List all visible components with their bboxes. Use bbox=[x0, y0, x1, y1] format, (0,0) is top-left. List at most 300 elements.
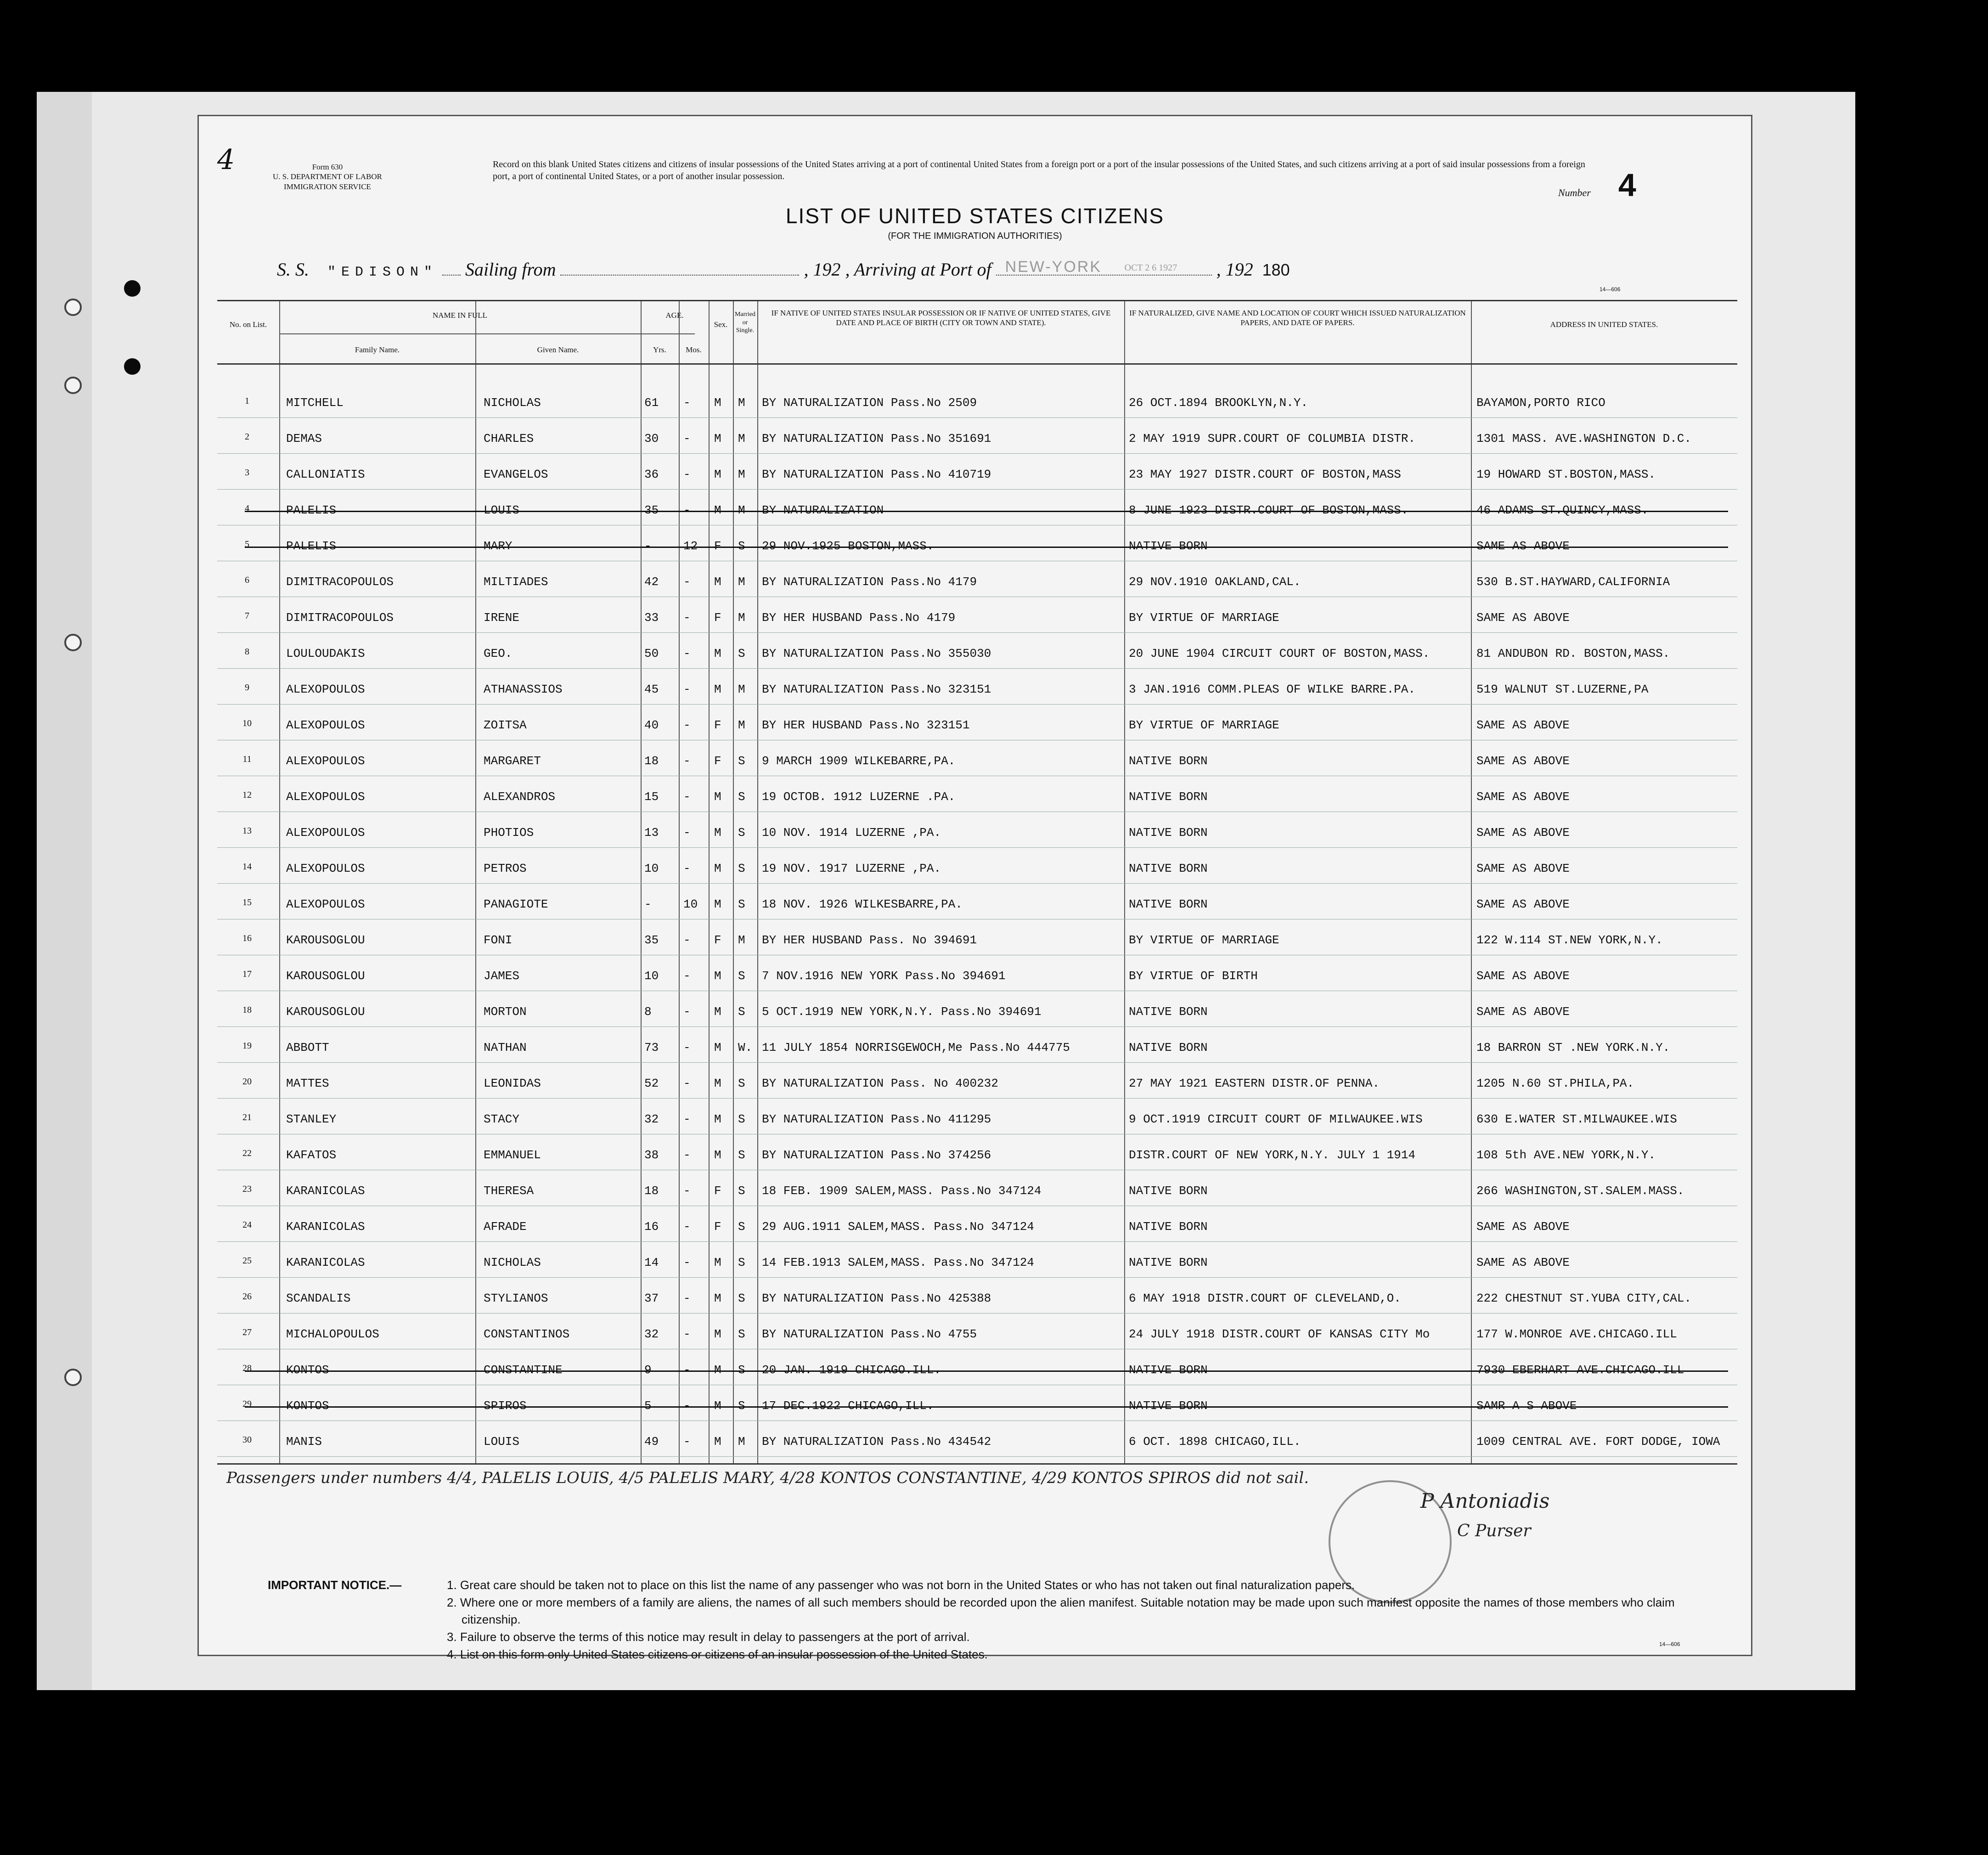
cell-given: NICHOLAS bbox=[484, 1256, 541, 1269]
cell-nat: 27 MAY 1921 EASTERN DISTR.OF PENNA. bbox=[1129, 1077, 1380, 1090]
cell-no: 29 bbox=[242, 1399, 252, 1409]
cell-family: ALEXOPOULOS bbox=[286, 790, 365, 804]
cell-yrs: 52 bbox=[644, 1077, 659, 1090]
table-row bbox=[217, 1423, 1737, 1457]
cell-native: BY NATURALIZATION Pass.No 411295 bbox=[762, 1112, 991, 1126]
notice-item: 2. Where one or more members of a family are aliens, the names of all such members should be recorded upon the alien manifest. Suitable notation may be made upon such manifest opposite the names of those members who claim citizenship. bbox=[447, 1595, 1675, 1627]
cell-no: 24 bbox=[242, 1220, 252, 1230]
cell-nat: BY VIRTUE OF BIRTH bbox=[1129, 969, 1258, 983]
page-title: LIST OF UNITED STATES CITIZENS bbox=[785, 204, 1165, 228]
cell-yrs: 45 bbox=[644, 682, 659, 696]
print-code: 14—606 bbox=[1599, 286, 1621, 293]
cell-nat: 20 JUNE 1904 CIRCUIT COURT OF BOSTON,MASS. bbox=[1129, 647, 1430, 660]
cell-addr: SAME AS ABOVE bbox=[1476, 969, 1570, 983]
cell-addr: 222 CHESTNUT ST.YUBA CITY,CAL. bbox=[1476, 1291, 1692, 1305]
cell-addr: 530 B.ST.HAYWARD,CALIFORNIA bbox=[1476, 575, 1670, 589]
cell-addr: 1205 N.60 ST.PHILA,PA. bbox=[1476, 1077, 1634, 1090]
cell-no: 23 bbox=[242, 1184, 252, 1194]
cell-native: BY HER HUSBAND Pass. No 394691 bbox=[762, 933, 977, 947]
cell-given: SPIROS bbox=[484, 1399, 527, 1413]
cell-native: BY NATURALIZATION Pass.No 2509 bbox=[762, 396, 977, 410]
cell-yrs: 15 bbox=[644, 790, 659, 804]
table-row bbox=[217, 706, 1737, 740]
cell-sex: M bbox=[714, 1291, 721, 1305]
cell-mos: - bbox=[683, 611, 691, 625]
cell-sex: F bbox=[714, 933, 721, 947]
cell-addr: 81 ANDUBON RD. BOSTON,MASS. bbox=[1476, 647, 1670, 660]
cell-given: ZOITSA bbox=[484, 718, 527, 732]
table-row bbox=[217, 1351, 1737, 1385]
cell-ms: W. bbox=[738, 1041, 753, 1054]
cell-addr: SAME AS ABOVE bbox=[1476, 718, 1570, 732]
punch-hole bbox=[64, 1369, 82, 1386]
table-row bbox=[217, 1387, 1737, 1421]
cell-native: 5 OCT.1919 NEW YORK,N.Y. Pass.No 394691 bbox=[762, 1005, 1042, 1019]
cell-given: JAMES bbox=[484, 969, 520, 983]
cell-yrs: 9 bbox=[644, 1363, 652, 1377]
cell-addr: 630 E.WATER ST.MILWAUKEE.WIS bbox=[1476, 1112, 1677, 1126]
cell-yrs: 32 bbox=[644, 1112, 659, 1126]
col-native: IF NATIVE OF UNITED STATES INSULAR POSSESSION OR IF NATIVE OF UNITED STATES, GIVE DATE AND PLACE OF BIRTH (CITY OR TOWN AND STATE). bbox=[771, 309, 1111, 327]
col-given: Given Name. bbox=[537, 345, 579, 354]
print-code-bottom: 14—606 bbox=[1659, 1641, 1680, 1647]
cell-given: PETROS bbox=[484, 862, 527, 875]
cell-family: DIMITRACOPOULOS bbox=[286, 575, 394, 589]
cell-no: 28 bbox=[242, 1363, 252, 1373]
table-row bbox=[217, 384, 1737, 418]
cell-no: 21 bbox=[242, 1112, 252, 1122]
table-row bbox=[217, 1065, 1737, 1099]
ship-name: "EDISON" bbox=[327, 265, 438, 280]
cell-addr: 122 W.114 ST.NEW YORK,N.Y. bbox=[1476, 933, 1663, 947]
cell-no: 10 bbox=[242, 718, 252, 728]
cell-no: 5 bbox=[245, 539, 249, 549]
cell-native: 29 AUG.1911 SALEM,MASS. Pass.No 347124 bbox=[762, 1220, 1034, 1234]
cell-no: 16 bbox=[242, 933, 252, 943]
cell-addr: 1301 MASS. AVE.WASHINGTON D.C. bbox=[1476, 432, 1692, 445]
sailing-label: Sailing from bbox=[465, 259, 556, 280]
cell-given: ATHANASSIOS bbox=[484, 682, 563, 696]
cell-nat: NATIVE BORN bbox=[1129, 754, 1208, 768]
cell-sex: M bbox=[714, 1005, 721, 1019]
cell-yrs: 37 bbox=[644, 1291, 659, 1305]
cell-addr: SAME AS ABOVE bbox=[1476, 1220, 1570, 1234]
cell-ms: S bbox=[738, 1291, 745, 1305]
page-subtitle: (FOR THE IMMIGRATION AUTHORITIES) bbox=[888, 231, 1062, 241]
cell-native: BY NATURALIZATION Pass.No 4179 bbox=[762, 575, 977, 589]
cell-given: CONSTANTINE bbox=[484, 1363, 563, 1377]
cell-mos: - bbox=[683, 1148, 691, 1162]
cell-mos: - bbox=[683, 1005, 691, 1019]
cell-given: THERESA bbox=[484, 1184, 534, 1198]
cell-family: ABBOTT bbox=[286, 1041, 329, 1054]
cell-family: DEMAS bbox=[286, 432, 322, 445]
cell-no: 15 bbox=[242, 897, 252, 908]
cell-addr: 177 W.MONROE AVE.CHICAGO.ILL bbox=[1476, 1327, 1677, 1341]
col-age: AGE. bbox=[665, 311, 684, 320]
cell-nat: BY VIRTUE OF MARRIAGE bbox=[1129, 718, 1279, 732]
cell-family: ALEXOPOULOS bbox=[286, 682, 365, 696]
notice-label: IMPORTANT NOTICE.— bbox=[268, 1578, 402, 1592]
form-page bbox=[197, 115, 1752, 1661]
cell-mos: - bbox=[683, 1363, 691, 1377]
table-row bbox=[217, 742, 1737, 776]
cell-native: BY HER HUSBAND Pass.No 4179 bbox=[762, 611, 956, 625]
cell-sex: M bbox=[714, 575, 721, 589]
table-row bbox=[217, 1172, 1737, 1206]
cell-addr: SAME AS ABOVE bbox=[1476, 754, 1570, 768]
cell-native: 29 NOV.1925 BOSTON,MASS. bbox=[762, 539, 934, 553]
cell-nat: 29 NOV.1910 OAKLAND,CAL. bbox=[1129, 575, 1301, 589]
cell-yrs: 8 bbox=[644, 1005, 652, 1019]
cell-given: CHARLES bbox=[484, 432, 534, 445]
cell-given: EVANGELOS bbox=[484, 468, 548, 481]
cell-mos: - bbox=[683, 718, 691, 732]
cell-native: 18 FEB. 1909 SALEM,MASS. Pass.No 347124 bbox=[762, 1184, 1042, 1198]
cell-mos: 10 bbox=[683, 897, 698, 911]
table-row bbox=[217, 491, 1737, 525]
cell-sex: M bbox=[714, 862, 721, 875]
cell-ms: M bbox=[738, 575, 745, 589]
cell-yrs: 36 bbox=[644, 468, 659, 481]
cell-mos: - bbox=[683, 1112, 691, 1126]
cell-yrs: 10 bbox=[644, 862, 659, 875]
cell-no: 27 bbox=[242, 1327, 252, 1337]
binding-strip bbox=[37, 92, 101, 1690]
cell-mos: 12 bbox=[683, 539, 698, 553]
cell-nat: BY VIRTUE OF MARRIAGE bbox=[1129, 611, 1279, 625]
cell-given: ALEXANDROS bbox=[484, 790, 556, 804]
cell-ms: S bbox=[738, 969, 745, 983]
cell-family: MATTES bbox=[286, 1077, 329, 1090]
table-row bbox=[217, 1029, 1737, 1063]
cell-ms: S bbox=[738, 1148, 745, 1162]
cell-native: 10 NOV. 1914 LUZERNE ,PA. bbox=[762, 826, 941, 840]
cell-sex: M bbox=[714, 468, 721, 481]
cell-sex: M bbox=[714, 432, 721, 445]
cell-mos: - bbox=[683, 1435, 691, 1449]
cell-family: LOULOUDAKIS bbox=[286, 647, 365, 660]
cell-given: NICHOLAS bbox=[484, 396, 541, 410]
cell-no: 2 bbox=[245, 432, 249, 442]
cell-nat: NATIVE BORN bbox=[1129, 1256, 1208, 1269]
cell-mos: - bbox=[683, 969, 691, 983]
cell-family: MICHALOPOULOS bbox=[286, 1327, 379, 1341]
cell-family: SCANDALIS bbox=[286, 1291, 351, 1305]
signature: P Antoniadis bbox=[1420, 1489, 1550, 1513]
cell-nat: NATIVE BORN bbox=[1129, 1041, 1208, 1054]
cell-nat: 26 OCT.1894 BROOKLYN,N.Y. bbox=[1129, 396, 1308, 410]
cell-family: ALEXOPOULOS bbox=[286, 862, 365, 875]
stamp-date: OCT 2 6 1927 bbox=[1124, 263, 1177, 273]
passenger-table bbox=[217, 300, 1737, 1465]
cell-yrs: 40 bbox=[644, 718, 659, 732]
ss-label: S. S. bbox=[277, 259, 309, 280]
cell-given: IRENE bbox=[484, 611, 520, 625]
cell-native: 17 DEC.1922 CHICAGO,ILL. bbox=[762, 1399, 934, 1413]
cell-mos: - bbox=[683, 826, 691, 840]
corner-mark: 4 bbox=[217, 144, 235, 176]
cell-family: KAROUSOGLOU bbox=[286, 933, 365, 947]
voyage-line bbox=[277, 259, 1728, 280]
table-row bbox=[217, 1208, 1737, 1242]
cell-given: PHOTIOS bbox=[484, 826, 534, 840]
table-row bbox=[217, 885, 1737, 919]
cell-given: EMMANUEL bbox=[484, 1148, 541, 1162]
cell-yrs: 33 bbox=[644, 611, 659, 625]
cell-given: STACY bbox=[484, 1112, 520, 1126]
cell-family: CALLONIATIS bbox=[286, 468, 365, 481]
cell-ms: S bbox=[738, 1363, 745, 1377]
cell-no: 14 bbox=[242, 862, 252, 872]
cell-sex: M bbox=[714, 897, 721, 911]
cell-family: KARANICOLAS bbox=[286, 1256, 365, 1269]
cell-sex: F bbox=[714, 754, 721, 768]
cell-sex: M bbox=[714, 1435, 721, 1449]
cell-no: 12 bbox=[242, 790, 252, 800]
cell-family: DIMITRACOPOULOS bbox=[286, 611, 394, 625]
cell-addr: BAYAMON,PORTO RICO bbox=[1476, 396, 1605, 410]
cell-nat: 6 OCT. 1898 CHICAGO,ILL. bbox=[1129, 1435, 1301, 1449]
cell-nat: 24 JULY 1918 DISTR.COURT OF KANSAS CITY Mo bbox=[1129, 1327, 1430, 1341]
cell-nat: NATIVE BORN bbox=[1129, 1363, 1208, 1377]
cell-mos: - bbox=[683, 1327, 691, 1341]
cell-no: 20 bbox=[242, 1077, 252, 1087]
col-family: Family Name. bbox=[355, 345, 400, 354]
cell-native: BY NATURALIZATION Pass.No 323151 bbox=[762, 682, 991, 696]
table-row bbox=[217, 527, 1737, 561]
cell-nat: NATIVE BORN bbox=[1129, 1220, 1208, 1234]
cell-yrs: 50 bbox=[644, 647, 659, 660]
cell-given: STYLIANOS bbox=[484, 1291, 548, 1305]
cell-native: 11 JULY 1854 NORRISGEWOCH,Me Pass.No 444775 bbox=[762, 1041, 1070, 1054]
cell-native: 7 NOV.1916 NEW YORK Pass.No 394691 bbox=[762, 969, 1006, 983]
form-number: Form 630 bbox=[312, 163, 343, 171]
cell-native: BY HER HUSBAND Pass.No 323151 bbox=[762, 718, 970, 732]
cell-sex: M bbox=[714, 1148, 721, 1162]
cell-native: BY NATURALIZATION Pass.No 351691 bbox=[762, 432, 991, 445]
cell-no: 26 bbox=[242, 1291, 252, 1302]
cell-addr: SAME AS ABOVE bbox=[1476, 539, 1570, 553]
cell-ms: M bbox=[738, 682, 745, 696]
cell-sex: M bbox=[714, 969, 721, 983]
table-row bbox=[217, 1280, 1737, 1314]
cell-nat: BY VIRTUE OF MARRIAGE bbox=[1129, 933, 1279, 947]
cell-mos: - bbox=[683, 468, 691, 481]
cell-family: KAFATOS bbox=[286, 1148, 337, 1162]
col-no: No. on List. bbox=[229, 320, 267, 329]
table-row bbox=[217, 778, 1737, 812]
table-row bbox=[217, 1100, 1737, 1134]
cell-ms: M bbox=[738, 396, 745, 410]
cell-native: BY NATURALIZATION Pass.No 374256 bbox=[762, 1148, 991, 1162]
cell-ms: M bbox=[738, 468, 745, 481]
cell-mos: - bbox=[683, 1041, 691, 1054]
cell-ms: M bbox=[738, 611, 745, 625]
cell-ms: S bbox=[738, 754, 745, 768]
cell-family: ALEXOPOULOS bbox=[286, 754, 365, 768]
port-stamp: NEW-YORK bbox=[1005, 258, 1102, 276]
signature-initials: C Purser bbox=[1457, 1522, 1531, 1540]
cell-mos: - bbox=[683, 933, 691, 947]
cell-sex: F bbox=[714, 718, 721, 732]
table-row bbox=[217, 1136, 1737, 1170]
cell-no: 30 bbox=[242, 1435, 252, 1445]
cell-yrs: 10 bbox=[644, 969, 659, 983]
cell-ms: S bbox=[738, 790, 745, 804]
cell-yrs: - bbox=[644, 539, 652, 553]
table-row bbox=[217, 921, 1737, 955]
cell-sex: M bbox=[714, 503, 721, 517]
cell-ms: S bbox=[738, 1184, 745, 1198]
cell-addr: SAME AS ABOVE bbox=[1476, 790, 1570, 804]
cell-yrs: 42 bbox=[644, 575, 659, 589]
cell-family: PALELIS bbox=[286, 539, 337, 553]
cell-nat: NATIVE BORN bbox=[1129, 539, 1208, 553]
cell-nat: 3 JAN.1916 COMM.PLEAS OF WILKE BARRE.PA. bbox=[1129, 682, 1416, 696]
cell-no: 11 bbox=[242, 754, 252, 764]
punch-hole bbox=[64, 299, 82, 316]
cell-mos: - bbox=[683, 1220, 691, 1234]
cell-nat: NATIVE BORN bbox=[1129, 1184, 1208, 1198]
cell-mos: - bbox=[683, 1184, 691, 1198]
cell-native: 19 NOV. 1917 LUZERNE ,PA. bbox=[762, 862, 941, 875]
cell-native: 19 OCTOB. 1912 LUZERNE .PA. bbox=[762, 790, 956, 804]
cell-mos: - bbox=[683, 503, 691, 517]
table-row bbox=[217, 599, 1737, 633]
cell-ms: S bbox=[738, 1220, 745, 1234]
notice-item: 4. List on this form only United States citizens or citizens of an insular possession of the United States. bbox=[447, 1647, 988, 1661]
cell-no: 7 bbox=[245, 611, 249, 621]
cell-addr: SAME AS ABOVE bbox=[1476, 1005, 1570, 1019]
cell-family: STANLEY bbox=[286, 1112, 337, 1126]
cell-yrs: 30 bbox=[644, 432, 659, 445]
col-address: ADDRESS IN UNITED STATES. bbox=[1550, 320, 1658, 329]
cell-sex: M bbox=[714, 396, 721, 410]
service: IMMIGRATION SERVICE bbox=[284, 182, 371, 191]
cell-yrs: 35 bbox=[644, 503, 659, 517]
cell-sex: F bbox=[714, 611, 721, 625]
table-row bbox=[217, 420, 1737, 454]
cell-given: MILTIADES bbox=[484, 575, 548, 589]
cell-ms: S bbox=[738, 647, 745, 660]
record-instructions: Record on this blank United States citizens and citizens of insular possessions of the United States arriving at a port of continental United States from a foreign port or a port of the insular possessions of the United States, and such citizens arriving at a port of said insular possessions from a foreign port, a port of continental United States, or a port of another insular possession. bbox=[493, 159, 1585, 181]
arrival-year: , 192 bbox=[1216, 259, 1253, 280]
cell-family: KARANICOLAS bbox=[286, 1220, 365, 1234]
cell-native: 18 NOV. 1926 WILKESBARRE,PA. bbox=[762, 897, 963, 911]
col-name: NAME IN FULL bbox=[433, 311, 487, 320]
cell-nat: NATIVE BORN bbox=[1129, 1399, 1208, 1413]
cell-mos: - bbox=[683, 647, 691, 660]
cell-nat: NATIVE BORN bbox=[1129, 826, 1208, 840]
cell-nat: NATIVE BORN bbox=[1129, 862, 1208, 875]
table-row bbox=[217, 1315, 1737, 1349]
cell-mos: - bbox=[683, 754, 691, 768]
year-prefix: , 192 bbox=[804, 259, 841, 280]
cell-native: BY NATURALIZATION Pass.No 4755 bbox=[762, 1327, 977, 1341]
cell-yrs: 32 bbox=[644, 1327, 659, 1341]
list-number: Number 4 bbox=[1558, 167, 1636, 203]
col-naturalized: IF NATURALIZED, GIVE NAME AND LOCATION OF COURT WHICH ISSUED NATURALIZATION PAPERS, AND DATE OF PAPERS. bbox=[1129, 309, 1466, 327]
col-married: Married or Single. bbox=[734, 311, 756, 334]
cell-mos: - bbox=[683, 1077, 691, 1090]
punch-hole bbox=[124, 358, 141, 375]
cell-ms: S bbox=[738, 1256, 745, 1269]
cell-no: 4 bbox=[245, 503, 249, 513]
cell-no: 13 bbox=[242, 826, 252, 836]
cell-no: 3 bbox=[245, 468, 249, 478]
table-row bbox=[217, 850, 1737, 884]
cell-given: CONSTANTINOS bbox=[484, 1327, 570, 1341]
cell-given: LEONIDAS bbox=[484, 1077, 541, 1090]
cell-no: 6 bbox=[245, 575, 249, 585]
cell-yrs: - bbox=[644, 897, 652, 911]
cell-family: KONTOS bbox=[286, 1399, 329, 1413]
cell-ms: M bbox=[738, 432, 745, 445]
cell-nat: NATIVE BORN bbox=[1129, 790, 1208, 804]
cell-yrs: 16 bbox=[644, 1220, 659, 1234]
cell-ms: S bbox=[738, 826, 745, 840]
cell-given: FONI bbox=[484, 933, 512, 947]
col-mos: Mos. bbox=[686, 345, 702, 354]
cell-yrs: 73 bbox=[644, 1041, 659, 1054]
table-row bbox=[217, 563, 1737, 597]
handwritten-note: Passengers under numbers 4/4, PALELIS LOUIS, 4/5 PALELIS MARY, 4/28 KONTOS CONSTANTINE, 4/29 KONTOS SPIROS did not sail. bbox=[226, 1469, 1309, 1487]
cell-no: 22 bbox=[242, 1148, 252, 1158]
cell-family: PALELIS bbox=[286, 503, 337, 517]
cell-addr: SAME AS ABOVE bbox=[1476, 1256, 1570, 1269]
cell-family: ALEXOPOULOS bbox=[286, 826, 365, 840]
cell-given: GEO. bbox=[484, 647, 512, 660]
cell-no: 1 bbox=[245, 396, 249, 406]
cell-family: MITCHELL bbox=[286, 396, 344, 410]
cell-addr: 266 WASHINGTON,ST.SALEM.MASS. bbox=[1476, 1184, 1684, 1198]
cell-given: NATHAN bbox=[484, 1041, 527, 1054]
cell-family: KARANICOLAS bbox=[286, 1184, 365, 1198]
table-row bbox=[217, 635, 1737, 669]
col-sex: Sex. bbox=[714, 320, 728, 329]
punch-hole bbox=[124, 280, 141, 297]
cell-ms: M bbox=[738, 718, 745, 732]
cell-mos: - bbox=[683, 575, 691, 589]
table-row bbox=[217, 1244, 1737, 1278]
cell-mos: - bbox=[683, 790, 691, 804]
cell-given: PANAGIOTE bbox=[484, 897, 548, 911]
cell-addr: 19 HOWARD ST.BOSTON,MASS. bbox=[1476, 468, 1656, 481]
cell-nat: 23 MAY 1927 DISTR.COURT OF BOSTON,MASS bbox=[1129, 468, 1401, 481]
cell-addr: 1009 CENTRAL AVE. FORT DODGE, IOWA bbox=[1476, 1435, 1720, 1449]
cell-yrs: 13 bbox=[644, 826, 659, 840]
cell-no: 9 bbox=[245, 682, 249, 693]
cell-addr: 519 WALNUT ST.LUZERNE,PA bbox=[1476, 682, 1649, 696]
cell-native: BY NATURALIZATION Pass.No 410719 bbox=[762, 468, 991, 481]
cell-mos: - bbox=[683, 1291, 691, 1305]
cell-ms: S bbox=[738, 1005, 745, 1019]
cell-native: BY NATURALIZATION Pass.No 355030 bbox=[762, 647, 991, 660]
table-row bbox=[217, 671, 1737, 705]
cell-ms: S bbox=[738, 1077, 745, 1090]
cell-sex: M bbox=[714, 1399, 721, 1413]
cell-no: 25 bbox=[242, 1256, 252, 1266]
cell-native: 20 JAN. 1919 CHICAGO.ILL. bbox=[762, 1363, 941, 1377]
cell-sex: M bbox=[714, 1112, 721, 1126]
cell-sex: M bbox=[714, 1077, 721, 1090]
cell-sex: F bbox=[714, 1220, 721, 1234]
cell-addr: SAME AS ABOVE bbox=[1476, 897, 1570, 911]
cell-ms: M bbox=[738, 933, 745, 947]
punch-hole bbox=[64, 634, 82, 651]
cell-ms: S bbox=[738, 1327, 745, 1341]
